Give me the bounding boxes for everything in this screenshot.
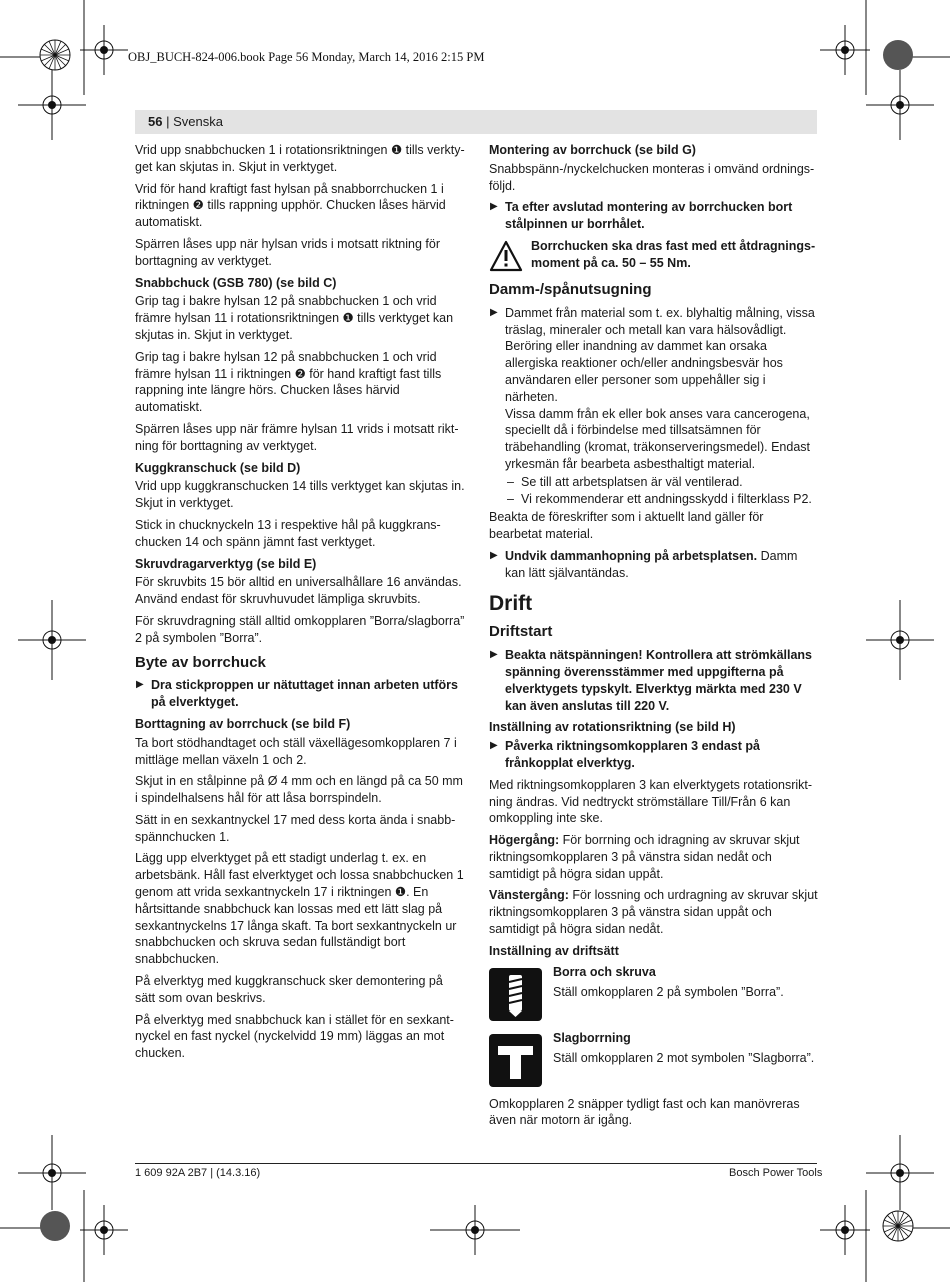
paragraph: För skruvdragning ställ alltid omkopplaren ”Borra/slagborra” 2 på symbolen ”Borra”.	[135, 613, 465, 645]
heading-snabbchuck: Snabbchuck (GSB 780) (se bild C)	[135, 275, 337, 290]
triangle-right-icon: ▶	[490, 201, 498, 213]
right-column	[489, 142, 819, 1134]
warning-text: Borrchucken ska dras fast med ett åtdragningsmoment på ca. 50 – 55 Nm.	[531, 238, 816, 270]
paragraph: Vrid upp kuggkranschucken 14 tills verktyget kan skjutas in. Skjut in verktyget.	[135, 479, 465, 511]
mode-title: Slagborrning	[553, 1030, 631, 1045]
paragraph: Snabbspänn-/nyckelchucken monteras i omvänd ordningsföljd.	[489, 161, 815, 193]
paragraph: Ta bort stödhandtaget och ställ växellägesomkopplaren 7 i mittläge mellan växeln 1 och 2.	[135, 735, 457, 767]
paragraph: På elverktyg med snabbchuck kan i stället för en sexkantnyckel en fast nyckel (nyckelvidd 19 mm) läggas an mot chucken.	[135, 1012, 454, 1061]
paragraph: På elverktyg med kuggkranschuck sker demontering på sätt som ovan beskrivs.	[135, 974, 443, 1005]
left-column	[135, 142, 465, 1067]
heading-driftstart: Driftstart	[489, 623, 553, 641]
dash-item: – Vi rekommenderar ett andningsskydd i filterklass P2.	[507, 491, 812, 506]
bullet-item	[489, 738, 819, 772]
drill-mode-icon	[489, 968, 542, 1021]
paragraph: Spärren låses upp när hylsan vrids i motsatt riktning för borttagning av verktyget.	[135, 236, 440, 268]
label-hogergang: Högergång:	[489, 833, 560, 848]
mode-title: Borra och skruva	[553, 964, 656, 979]
heading-rotationsriktning: Inställning av rotationsriktning (se bild H)	[489, 720, 736, 735]
heading-byte-av-borrchuck: Byte av borrchuck	[135, 653, 266, 671]
warning-note	[489, 238, 819, 274]
bullet-item	[489, 647, 819, 714]
printer-slug-line: OBJ_BUCH-824-006.book Page 56 Monday, March 14, 2016 2:15 PM	[128, 50, 485, 64]
dash-text: Vi rekommenderar ett andningsskydd i filterklass P2.	[521, 491, 812, 506]
triangle-right-icon: ▶	[490, 306, 498, 318]
heading-skruvdragarverktyg: Skruvdragarverktyg (se bild E)	[135, 556, 317, 571]
triangle-right-icon: ▶	[490, 740, 498, 752]
bullet-text: Vissa damm från ek eller bok anses vara cancerogena, speciellt då i förbindelse med tillsatsämnen för träbehandling (kromat, träkonserveringsmedel). Endast yrkesmän får bearbeta asbesthaltigt material.	[505, 406, 811, 471]
bullet-text: Beakta nätspänningen! Kontrollera att strömkällans spänning överensstämmer med uppgifterna på elverktygets typskylt. Elverktyg märkta med 230 V kan även anslutas till 220 V.	[505, 648, 813, 713]
page-header	[148, 114, 223, 129]
warning-triangle-icon	[489, 240, 523, 272]
paragraph: Spärren låses upp när främre hylsan 11 vrids i motsatt riktning för borttagning av verktyget.	[135, 421, 459, 453]
paragraph: Med riktningsomkopplaren 3 kan elverktygets rotationsriktning ändras. Vid nedtryckt strömställare Till/Från 6 kan omkoppling inte ske.	[489, 777, 813, 826]
bullet-text: Påverka riktningsomkopplaren 3 endast på frånkopplat elverktyg.	[505, 739, 760, 770]
paragraph: Grip tag i bakre hylsan 12 på snabbchucken 1 och vrid främre hylsan 11 i rotationsriktningen ❶ tills verktyget kan skjutas in. Skjut in verktyget.	[135, 294, 454, 342]
header-separator: |	[162, 114, 174, 129]
paragraph-vanstergang	[489, 887, 819, 937]
bullet-item	[135, 677, 465, 711]
dash-text: Se till att arbetsplatsen är väl ventilerad.	[521, 474, 743, 489]
paragraph: Stick in chucknyckeln 13 i respektive hål på kuggkranschucken 14 och spänn jämnt fast verktyget.	[135, 517, 441, 549]
heading-damm: Damm-/spånutsugning	[489, 280, 652, 298]
page-number: 56	[148, 114, 163, 129]
paragraph: Vrid upp snabbchucken 1 i rotationsriktningen ❶ tills verktyget kan skjutas in. Skjut in verktyget.	[135, 143, 465, 174]
footer-document-id: 1 609 92A 2B7 | (14.3.16)	[135, 1167, 261, 1179]
bullet-item	[489, 548, 819, 582]
triangle-right-icon: ▶	[136, 679, 144, 691]
triangle-right-icon: ▶	[490, 549, 498, 561]
mode-text: Ställ omkopplaren 2 på symbolen ”Borra”.	[553, 985, 784, 1000]
heading-driftsatt: Inställning av driftsätt	[489, 943, 619, 958]
bullet-continuation	[489, 406, 819, 473]
heading-montering: Montering av borrchuck (se bild G)	[489, 143, 696, 157]
bullet-bold-text: Undvik dammanhopning på arbetsplatsen.	[505, 548, 758, 563]
text-vanstergang: För lossning och urdragning av skruvar skjut riktningsomkopplaren 3 på vänstra sidan uppåt och samtidigt på högra sidan nedåt.	[489, 888, 818, 937]
paragraph: Sätt in en sexkantnyckel 17 med dess korta ända i snabbspännchucken 1.	[135, 812, 456, 844]
paragraph: Beakta de föreskrifter som i aktuellt land gäller för bearbetat material.	[489, 510, 764, 542]
paragraph: Skjut in en stålpinne på Ø 4 mm och en längd på ca 50 mm i spindelhalsens hål för att låsa borrspindeln.	[135, 774, 463, 806]
mode-borra	[489, 964, 819, 1018]
heading-borttagning: Borttagning av borrchuck (se bild F)	[135, 716, 351, 731]
dash-item: – Se till att arbetsplatsen är väl ventilerad.	[507, 474, 743, 489]
paragraph-hogergang	[489, 832, 819, 882]
paragraph: För skruvbits 15 bör alltid en universalhållare 16 användas. Använd endast för skruvhuvudet lämpliga skruvbits.	[135, 575, 462, 607]
heading-drift: Drift	[489, 591, 533, 615]
mode-slagborrning	[489, 1030, 819, 1084]
footer-rule	[135, 1163, 817, 1164]
bullet-item	[489, 199, 819, 233]
paragraph: Vrid för hand kraftigt fast hylsan på snabborrchucken 1 i riktningen ❷ tills rappning upphör. Chucken låses härvid automatiskt.	[135, 181, 446, 230]
label-vanstergang: Vänstergång:	[489, 888, 569, 903]
heading-kuggkranschuck: Kuggkranschuck (se bild D)	[135, 460, 301, 475]
text-hogergang: För borrning och idragning av skruvar skjut riktningsomkopplaren 3 på vänstra sidan nedåt och samtidigt på högra sidan uppåt.	[489, 833, 800, 881]
bullet-text: Dammet från material som t. ex. blyhaltig målning, vissa träslag, mineraler och metall kan vara hälsovådligt. Beröring eller inandning av dammet kan orsaka allergiska reaktioner och/eller andningsbesvär hos användaren eller personer som uppehåller sig i närheten.	[505, 305, 815, 404]
triangle-right-icon: ▶	[490, 649, 498, 661]
mode-text: Ställ omkopplaren 2 mot symbolen ”Slagborra”.	[553, 1051, 815, 1066]
paragraph: Omkopplaren 2 snäpper tydligt fast och kan manövreras även när motorn är igång.	[489, 1096, 800, 1128]
bullet-text: Damm kan lätt självantändas.	[505, 548, 798, 580]
bullet-text: Dra stickproppen ur nätuttaget innan arbeten utförs på elverktyget.	[151, 678, 458, 710]
paragraph: Grip tag i bakre hylsan 12 på snabbchucken 1 och vrid främre hylsan 11 i riktningen ❷ för hand kraftigt fast tills rappning inte längre hörs. Chucken låses härvid automatiskt.	[135, 349, 442, 415]
page-header-band	[135, 110, 817, 134]
bullet-item	[489, 305, 819, 406]
header-section: Svenska	[173, 114, 223, 129]
bullet-text: Ta efter avslutad montering av borrchucken bort stålpinnen ur borrhålet.	[505, 200, 793, 232]
footer-brand: Bosch Power Tools	[729, 1167, 823, 1179]
paragraph: Lägg upp elverktyget på ett stadigt underlag t. ex. en arbetsbänk. Håll fast elverktyget och lossa snabbchucken 1 genom att vrida sexkantnyckeln 17 i riktningen ❶. En hårtsittande snabbchuck kan lossas med ett lätt slag på sexkantnyckelns 17 långa skaft. Ta bort sexkantnyckeln ur snabbchucken och skruva sedan fullständigt bort snabbchucken.	[135, 851, 464, 967]
hammer-drill-mode-icon	[489, 1034, 542, 1087]
